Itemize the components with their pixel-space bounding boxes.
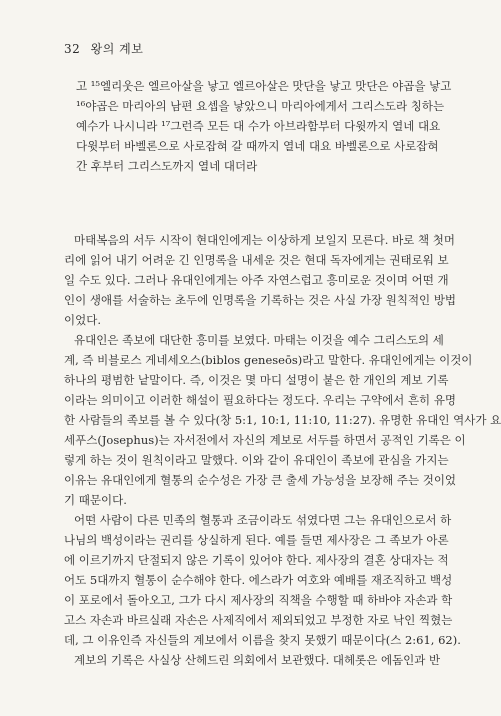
text-line: 인이 생애를 서술하는 초두에 인명록을 기록하는 것은 사실 가장 원칙적인 방법 — [64, 293, 457, 307]
text-line: 렇게 하는 것이 원칙이라고 말했다. 이와 같이 유대인이 족보에 관심을 가지는 — [64, 453, 449, 467]
text-line: 리에 읽어 내기 어려운 긴 인명록을 내세운 것은 현대 독자에게는 권태로워 보 — [64, 253, 449, 267]
text-line: 하나의 평범한 낱말이다. 즉, 이것은 몇 마디 설명이 붙은 한 개인의 계보 기록 — [64, 373, 449, 387]
quote-line: 고 ¹⁵엘리웃은 엘르아살을 낳고 엘르아살은 맛단을 낳고 맛단은 야곱을 낳고 — [76, 79, 452, 93]
text-line: 데, 그 이유인즉 자신들의 계보에서 이름을 찾지 못했기 때문이다(스 2:61, 62). — [64, 633, 461, 647]
text-line: 나님의 백성이라는 권리를 상실하게 된다. 예를 들면 제사장은 그 족보가 아론 — [64, 533, 449, 547]
quote-line: 다윗부터 바벨론으로 사로잡혀 갈 때까지 열네 대요 바벨론으로 사로잡혀 — [76, 139, 439, 153]
running-header — [64, 40, 143, 57]
text-line: 일 수도 있다. 그러나 유대인에게는 아주 자연스럽고 흥미로운 것이며 어떤 개 — [64, 273, 449, 287]
chapter-title: 왕의 계보 — [90, 42, 144, 56]
text-line: 마태복음의 서두 시작이 현대인에게는 이상하게 보일지 모른다. 바로 책 첫머 — [74, 233, 455, 247]
text-line: 에 이르기까지 단절되지 않은 기록이 있어야 한다. 제사장의 결혼 상대자는 적 — [64, 553, 449, 567]
paragraph — [64, 330, 501, 510]
text-line: 유대인은 족보에 대단한 흥미를 보였다. 마태는 이것을 예수 그리스도의 세 — [74, 333, 444, 347]
text-line: 고스 자손과 바르실래 자손은 사제직에서 제외되었고 부정한 자로 낙인 찍혔는 — [64, 613, 453, 627]
quote-line: 간 후부터 그리스도까지 열네 대더라 — [76, 159, 258, 173]
text-line: 이었다. — [64, 313, 101, 327]
paragraph — [64, 230, 457, 330]
text-line: 이유는 유대인에게 혈통의 순수성은 가장 큰 출세 가능성을 보장해 주는 것이었 — [64, 473, 457, 487]
body-text — [64, 230, 501, 670]
text-line: 한 사람들의 족보를 볼 수 있다(창 5:1, 10:1, 11:10, 11:27). 유명한 유대인 역사가 요 — [64, 413, 501, 427]
paragraph — [64, 510, 461, 650]
text-line: 이 포로에서 돌아오고, 그가 다시 제사장의 직책을 수행할 때 하바야 자손과 학 — [64, 593, 453, 607]
text-line: 계, 즉 비블로스 게네세오스(biblos geneseōs)라고 말한다. 유대인에게는 이것이 — [64, 353, 473, 367]
quote-line: ¹⁶야곱은 마리아의 남편 요셉을 낳았으니 마리아에게서 그리스도라 칭하는 — [76, 99, 445, 113]
text-line: 이라는 의미이고 이러한 해설이 필요하다는 정도다. 우리는 구약에서 흔히 유명 — [64, 393, 457, 407]
text-line: 어떤 사람이 다른 민족의 혈통과 조금이라도 섞였다면 그는 유대인으로서 하 — [74, 513, 452, 527]
page-number: 32 — [64, 42, 81, 56]
scripture-quote — [76, 76, 452, 176]
paragraph — [64, 650, 441, 670]
text-line: 계보의 기록은 사실상 산헤드린 의회에서 보관했다. 대헤롯은 에돔인과 반 — [74, 653, 441, 667]
text-line: 기 때문이다. — [64, 493, 127, 507]
text-line: 세푸스(Josephus)는 자서전에서 자신의 계보로 서두를 하면서 공적인 기록은 이 — [64, 433, 466, 447]
quote-line: 예수가 나시니라 ¹⁷그런즉 모든 대 수가 아브라함부터 다윗까지 열네 대요 — [76, 119, 441, 133]
text-line: 어도 5대까지 혈통이 순수해야 한다. 에스라가 여호와 예배를 재조직하고 백성 — [64, 573, 453, 587]
